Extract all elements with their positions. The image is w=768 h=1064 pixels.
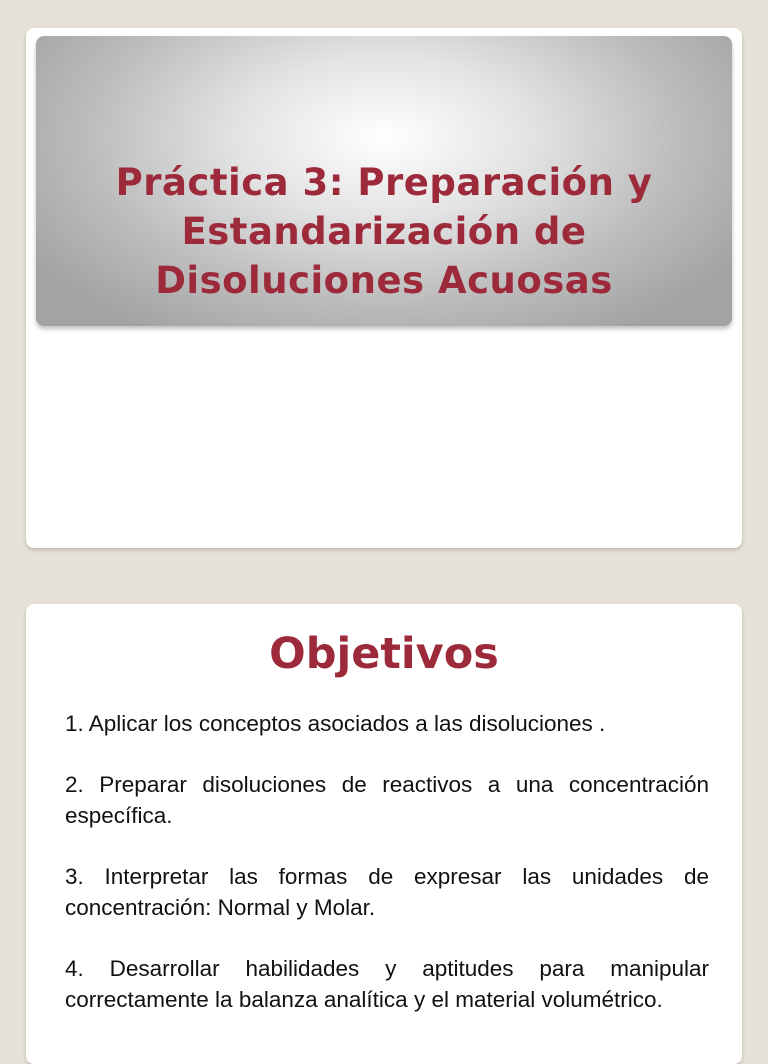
objective-item: 3. Interpretar las formas de expresar las unidades de concentración: Normal y Molar.: [65, 864, 709, 920]
objectives-slide: [26, 604, 742, 1064]
title-slide: [26, 28, 742, 548]
title-line-2: Estandarización de: [181, 210, 587, 253]
title-line-3: Disoluciones Acuosas: [155, 259, 613, 302]
objectives-list: [65, 708, 709, 1045]
slide-title: [26, 158, 742, 305]
objectives-heading: Objetivos: [269, 629, 499, 679]
objective-item: 1. Aplicar los conceptos asociados a las disoluciones .: [65, 711, 606, 736]
objective-item: 4. Desarrollar habilidades y aptitudes para manipular correctamente la balanza analítica y el material volumétrico.: [65, 956, 709, 1012]
title-line-1: Práctica 3: Preparación y: [115, 161, 653, 204]
objective-item: 2. Preparar disoluciones de reactivos a una concentración específica.: [65, 772, 709, 828]
